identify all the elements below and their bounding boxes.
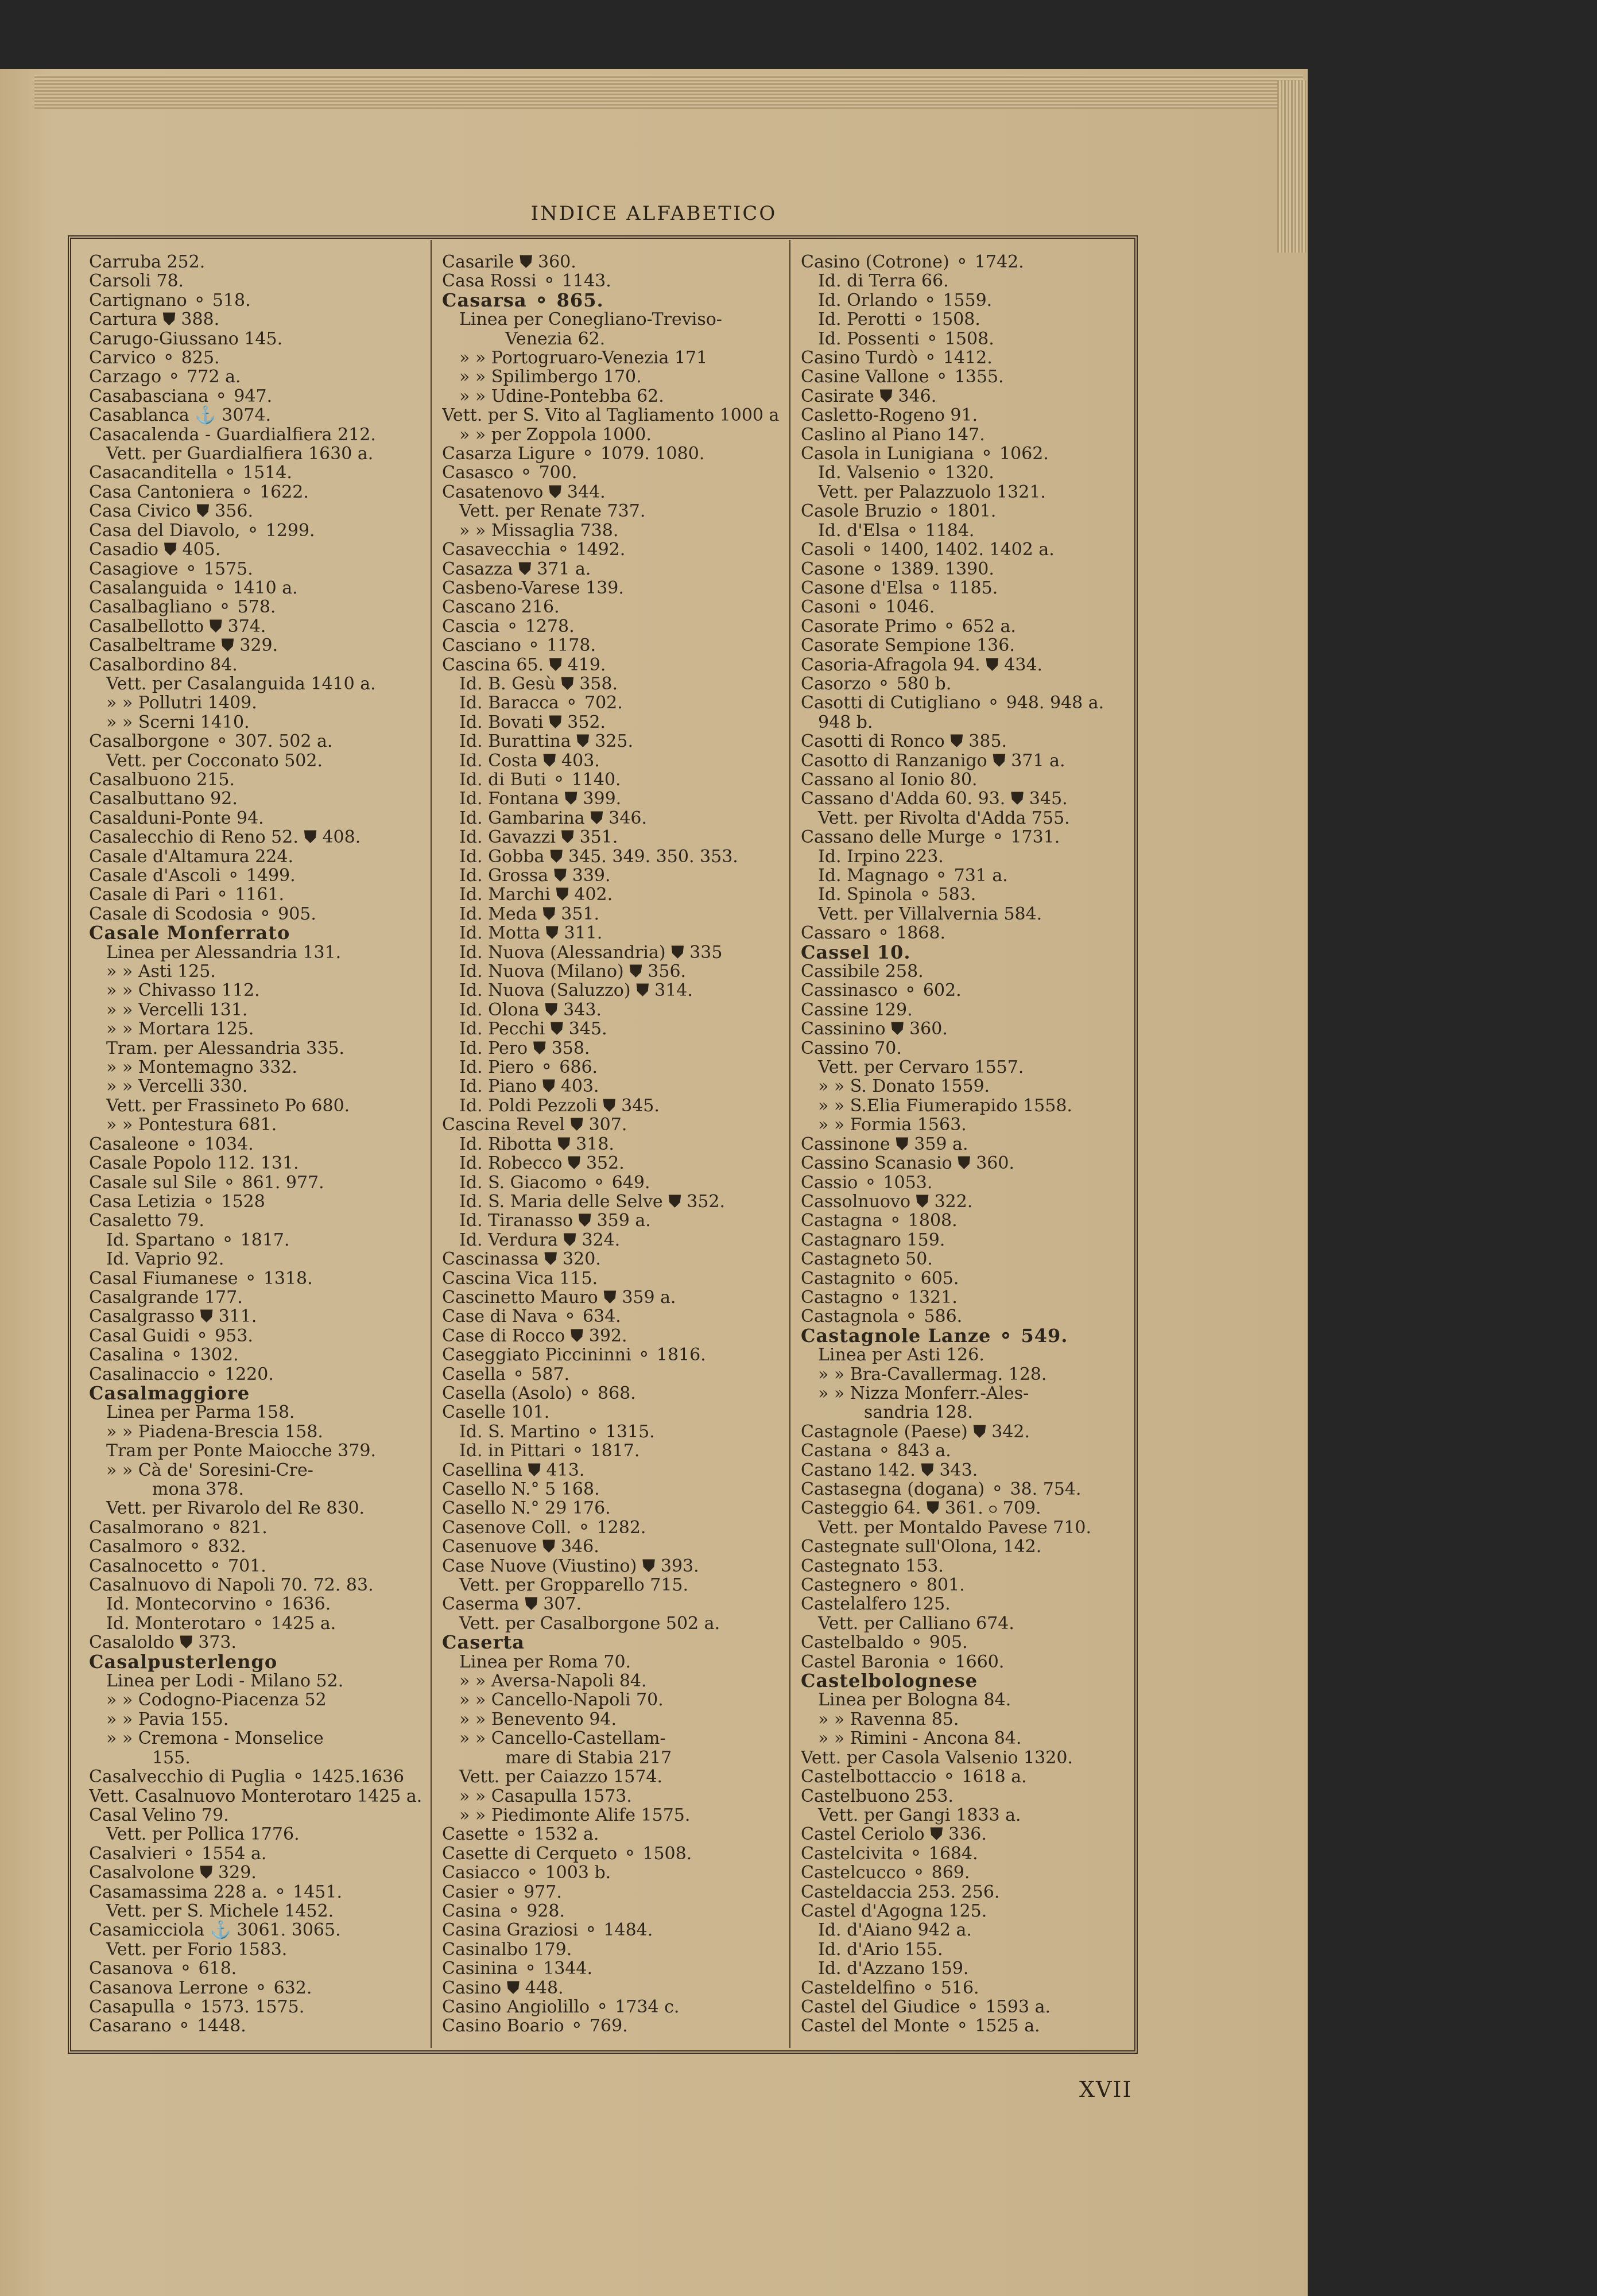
index-entry: Cassio ⚬ 1053. [801,1172,933,1193]
index-entry: Carsoli 78. [89,271,184,292]
index-entry: Casino Boario ⚬ 769. [442,2016,628,2037]
index-entry: Castagna ⚬ 1808. [801,1211,958,1231]
index-entry: Id. Costa ⛊ 403. [459,750,600,771]
index-entry: Cassano delle Murge ⚬ 1731. [801,827,1060,848]
index-entry: Casadio ⛊ 405. [89,540,221,560]
index-entry: Castagnaro 159. [801,1230,945,1250]
index-entry: Casinina ⚬ 1344. [442,1958,593,1979]
index-entry: Id. Monterotaro ⚬ 1425 a. [106,1613,336,1634]
index-entry: Casina ⚬ 928. [442,1901,565,1921]
index-entry: Castano 142. ⛊ 343. [801,1460,978,1480]
index-entry: Id. Motta ⛊ 311. [459,923,603,944]
index-entry: Castasegna (dogana) ⚬ 38. 754. [801,1479,1082,1499]
index-entry: Castegnero ⚬ 801. [801,1575,965,1596]
index-entry: Casalmorano ⚬ 821. [89,1517,268,1538]
index-entry: » » Spilimbergo 170. [459,367,642,387]
index-entry: Castel del Giudice ⚬ 1593 a. [801,1996,1051,2017]
index-entry: Casaloldo ⛊ 373. [89,1632,237,1653]
index-entry: Id. Piano ⛊ 403. [459,1076,599,1097]
index-entry: Casalvieri ⚬ 1554 a. [89,1843,267,1864]
index-entry: Id. Pecchi ⛊ 345. [459,1019,607,1040]
index-entry: Casaletto 79. [89,1211,204,1231]
index-entry: Vett. per Gropparello 715. [459,1575,689,1596]
index-entry: Cassano al Ionio 80. [801,769,978,790]
index-entry: Casalnocetto ⚬ 701. [89,1556,266,1576]
index-entry: Cartura ⛊ 388. [89,309,220,330]
index-entry: Id. S. Maria delle Selve ⛊ 352. [459,1191,726,1212]
index-entry: Casalgrasso ⛊ 311. [89,1306,257,1327]
index-entry: mare di Stabia 217 [505,1747,672,1768]
index-entry: Castana ⚬ 843 a. [801,1441,951,1461]
index-entry: Id. d'Azzano 159. [818,1958,969,1979]
index-entry: Castelcivita ⚬ 1684. [801,1843,978,1864]
index-entry: Cassine 129. [801,999,913,1020]
index-entry: Casotto di Ranzanigo ⛊ 371 a. [801,750,1065,771]
index-entry: Casorate Primo ⚬ 652 a. [801,616,1016,637]
index-entry: Casa Cantoniera ⚬ 1622. [89,482,309,502]
index-entry: Casotti di Ronco ⛊ 385. [801,731,1007,752]
index-entry: Casalvolone ⛊ 329. [89,1863,257,1883]
index-entry: » » S.Elia Fiumerapido 1558. [818,1095,1072,1116]
index-entry: Vett. per Montaldo Pavese 710. [818,1517,1092,1538]
index-entry: » » Formia 1563. [818,1115,967,1135]
index-entry: Caserma ⛊ 307. [442,1594,582,1615]
index-entry: Vett. per Calliano 674. [818,1613,1014,1634]
index-entry: Casa Rossi ⚬ 1143. [442,271,611,292]
index-entry: Castelbottaccio ⚬ 1618 a. [801,1767,1027,1787]
index-entry: Casalborgone ⚬ 307. 502 a. [89,731,333,752]
index-entry: Casarano ⚬ 1448. [89,2016,246,2037]
index-entry: » » Nizza Monferr.-Ales- [818,1383,1029,1403]
index-entry: Castagno ⚬ 1321. [801,1287,958,1308]
index-entry: Case di Rocco ⛊ 392. [442,1325,627,1346]
index-entry: Casello N.° 5 168. [442,1479,600,1499]
index-entry: Id. di Buti ⚬ 1140. [459,769,621,790]
index-entry: Id. Montecorvino ⚬ 1636. [106,1594,331,1615]
index-entry: Id. Burattina ⛊ 325. [459,731,634,752]
index-entry: Id. Ribotta ⛊ 318. [459,1134,614,1154]
index-entry: Vett. per Casalborgone 502 a. [459,1613,720,1634]
index-entry: Casatenovo ⛊ 344. [442,482,606,502]
index-entry: Casalanguida ⚬ 1410 a. [89,577,298,598]
index-entry: Id. Bovati ⛊ 352. [459,712,606,732]
index-entry: Casalbellotto ⛊ 374. [89,616,266,637]
index-entry: Case di Nava ⚬ 634. [442,1306,621,1327]
index-entry: » » Rimini - Ancona 84. [818,1728,1022,1749]
index-entry: » » Pollutri 1409. [106,693,257,713]
index-entry: Id. d'Ario 155. [818,1939,943,1960]
index-entry: Casacalenda - Guardialfiera 212. [89,424,376,445]
index-entry: Id. Fontana ⛊ 399. [459,789,622,809]
index-entry: Id. d'Elsa ⚬ 1184. [818,520,975,541]
index-entry: Casalbordino 84. [89,654,238,675]
index-entry: Casa Civico ⛊ 356. [89,501,253,522]
index-entry: Castel Baronia ⚬ 1660. [801,1651,1005,1672]
index-entry: Id. B. Gesù ⛊ 358. [459,673,618,694]
index-entry: Tram per Ponte Maiocche 379. [106,1441,377,1461]
index-entry: Casorzo ⚬ 580 b. [801,673,952,694]
index-entry: Id. Nuova (Alessandria) ⛊ 335 [459,942,723,963]
index-entry: Castelbolognese [801,1670,978,1692]
index-entry: Castagnole Lanze ⚬ 549. [801,1324,1068,1347]
index-entry: Casal Guidi ⚬ 953. [89,1325,253,1346]
index-entry: 155. [152,1747,191,1768]
index-entry: » » Codogno-Piacenza 52 [106,1690,327,1711]
index-entry: » » Casapulla 1573. [459,1786,632,1806]
index-entry: Castagnole (Paese) ⛊ 342. [801,1421,1030,1442]
index-entry: Vett. per Casalanguida 1410 a. [106,673,376,694]
index-entry: Id. Marchi ⛊ 402. [459,885,613,905]
index-column-1 [89,253,422,2043]
index-entry: Casale di Scodosia ⚬ 905. [89,903,316,924]
index-entry: Casazza ⛊ 371 a. [442,559,591,579]
index-entry: Linea per Alessandria 131. [106,942,342,963]
index-entry: Castagneto 50. [801,1249,933,1270]
index-entry: Cascina 65. ⛊ 419. [442,654,606,675]
index-entry: Casone d'Elsa ⚬ 1185. [801,577,998,598]
index-entry: Casal Fiumanese ⚬ 1318. [89,1268,313,1289]
index-entry: Casinalbo 179. [442,1939,572,1960]
index-entry: Cassolnuovo ⛊ 322. [801,1191,973,1212]
page-stack-edge [34,75,1303,109]
index-entry: Cassino 70. [801,1038,902,1058]
index-entry: Tram. per Alessandria 335. [106,1038,344,1058]
index-entry: Casale d'Ascoli ⚬ 1499. [89,866,296,886]
index-entry: Id. S. Martino ⚬ 1315. [459,1421,655,1442]
index-entry: Casalgrande 177. [89,1287,243,1308]
index-entry: » » Vercelli 131. [106,999,248,1020]
index-entry: Id. Meda ⛊ 351. [459,903,600,924]
index-entry: Vett. per S. Michele 1452. [106,1901,334,1921]
index-entry: Casalmoro ⚬ 832. [89,1537,246,1557]
index-entry: Linea per Asti 126. [818,1345,984,1366]
index-entry: Linea per Lodi - Milano 52. [106,1671,344,1692]
index-entry: Vett. per Palazzuolo 1321. [818,482,1046,502]
index-entry: Cassano d'Adda 60. 93. ⛊ 345. [801,789,1068,809]
index-entry: Casarza Ligure ⚬ 1079. 1080. [442,444,705,464]
index-entry: Vett. per Guardialfiera 1630 a. [106,444,374,464]
index-entry: Casier ⚬ 977. [442,1882,562,1902]
index-entry: Id. Robecco ⛊ 352. [459,1153,625,1174]
index-entry: Castagnito ⚬ 605. [801,1268,959,1289]
index-entry: Vett. per Forio 1583. [106,1939,288,1960]
index-entry: Caserta [442,1631,525,1654]
index-entry: Vett. per Gangi 1833 a. [818,1805,1021,1825]
index-entry: Id. Spinola ⚬ 583. [818,885,976,905]
index-entry: Linea per Conegliano-Treviso- [459,309,722,330]
index-entry: Vett. per Rivarolo del Re 830. [106,1498,365,1519]
index-column-3 [801,253,1134,2043]
index-entry: Casamassima 228 a. ⚬ 1451. [89,1882,343,1902]
index-entry: Cartignano ⚬ 518. [89,290,251,311]
index-entry: » » Scerni 1410. [106,712,250,732]
index-entry: » » Piadena-Brescia 158. [106,1421,323,1442]
index-entry: Vett. per Cocconato 502. [106,750,323,771]
index-entry: Casaleone ⚬ 1034. [89,1134,254,1154]
index-entry: Cassinino ⛊ 360. [801,1019,948,1040]
index-entry: Casteldelfino ⚬ 516. [801,1977,979,1998]
index-entry: Id. Tiranasso ⛊ 359 a. [459,1211,651,1231]
index-entry: Cassaro ⚬ 1868. [801,923,946,944]
index-entry: Vett. per Pollica 1776. [106,1824,300,1845]
index-entry: Casacanditella ⚬ 1514. [89,463,292,483]
index-entry: Casole Bruzio ⚬ 1801. [801,501,997,522]
index-entry: Casotti di Cutigliano ⚬ 948. 948 a. [801,693,1104,713]
index-entry: Castelalfero 125. [801,1594,951,1615]
index-entry: Casette ⚬ 1532 a. [442,1824,599,1845]
index-entry: Id. Piero ⚬ 686. [459,1057,598,1078]
index-entry: Casella (Asolo) ⚬ 868. [442,1383,636,1403]
index-entry: Casiacco ⚬ 1003 b. [442,1863,611,1883]
index-entry: » » Piedimonte Alife 1575. [459,1805,691,1825]
index-entry: » » Pavia 155. [106,1709,229,1729]
index-entry: Casasco ⚬ 700. [442,463,577,483]
index-entry: Casino Turdò ⚬ 1412. [801,348,993,369]
index-entry: Cassino Scanasio ⛊ 360. [801,1153,1015,1174]
index-entry: Venezia 62. [505,328,606,349]
index-entry: Casarile ⛊ 360. [442,253,576,272]
index-entry: Casino Angiolillo ⚬ 1734 c. [442,1996,680,2017]
index-entry: Castegnato 153. [801,1556,944,1576]
index-entry: Casal Velino 79. [89,1805,229,1825]
index-entry: Id. Vaprio 92. [106,1249,224,1270]
index-entry: Vett. Casalnuovo Monterotaro 1425 a. [89,1786,422,1806]
index-entry: Casanova ⚬ 618. [89,1958,237,1979]
index-entry: Vett. per S. Vito al Tagliamento 1000 a [442,405,780,426]
column-divider [431,240,432,2048]
index-entry: Casciano ⚬ 1178. [442,635,596,656]
index-entry: Vett. per Rivolta d'Adda 755. [818,808,1070,828]
index-entry: Id. Verdura ⛊ 324. [459,1230,621,1250]
index-entry: Casalpusterlengo [89,1650,278,1673]
index-entry: Casalbuttano 92. [89,789,238,809]
index-entry: Carzago ⚬ 772 a. [89,367,241,387]
page-stack-edge-right [1277,80,1306,253]
index-entry: Casalecchio di Reno 52. ⛊ 408. [89,827,361,848]
index-entry: » » Cancello-Napoli 70. [459,1690,664,1711]
index-entry: Casalmaggiore [89,1382,250,1404]
index-entry: mona 378. [152,1479,245,1499]
index-entry: Cassinone ⛊ 359 a. [801,1134,968,1154]
index-entry: Cassinasco ⚬ 602. [801,980,962,1001]
index-entry: » » Chivasso 112. [106,980,260,1001]
index-entry: Vett. per Renate 737. [459,501,646,522]
index-entry: Cassibile 258. [801,961,924,982]
index-entry: Caseggiato Piccininni ⚬ 1816. [442,1345,706,1366]
index-entry: Casellina ⛊ 413. [442,1460,585,1480]
index-entry: » » Montemagno 332. [106,1057,297,1078]
index-entry: Casavecchia ⚬ 1492. [442,540,626,560]
index-entry: Id. d'Aiano 942 a. [818,1920,972,1941]
index-entry: Casalduni-Ponte 94. [89,808,264,828]
index-entry: » » Benevento 94. [459,1709,617,1729]
index-entry: Casanova Lerrone ⚬ 632. [89,1977,312,1998]
index-entry: Castel del Monte ⚬ 1525 a. [801,2016,1040,2037]
index-entry: » » S. Donato 1559. [818,1076,990,1097]
index-entry: Cascano 216. [442,597,560,618]
index-entry: Casteldaccia 253. 256. [801,1882,1000,1902]
index-entry: Casagiove ⚬ 1575. [89,559,253,579]
index-entry: 948 b. [818,712,873,732]
index-entry: Casina Graziosi ⚬ 1484. [442,1920,653,1941]
index-entry: Casabasciana ⚬ 947. [89,386,273,406]
index-entry: Casorate Sempione 136. [801,635,1015,656]
index-entry: Caslino al Piano 147. [801,424,985,445]
index-entry: Casbeno-Varese 139. [442,577,624,598]
index-entry: Id. di Terra 66. [818,271,949,292]
index-entry: » » per Zoppola 1000. [459,424,652,445]
index-entry: Casalinaccio ⚬ 1220. [89,1364,274,1384]
index-entry: Cascinassa ⛊ 320. [442,1249,601,1270]
index-entry: » » Vercelli 330. [106,1076,248,1097]
index-entry: Id. Valsenio ⚬ 1320. [818,463,994,483]
index-entry: Castelbuono 253. [801,1786,953,1806]
index-entry: Casalbagliano ⚬ 578. [89,597,276,618]
index-entry: Casablanca ⚓ 3074. [89,405,272,426]
index-entry: » » Missaglia 738. [459,520,619,541]
index-entry: Cascinetto Mauro ⛊ 359 a. [442,1287,676,1308]
index-entry: Casale d'Altamura 224. [89,846,293,867]
index-entry: Id. Poldi Pezzoli ⛊ 345. [459,1095,660,1116]
index-entry: Casalvecchio di Puglia ⚬ 1425.1636 [89,1767,405,1787]
index-entry: Id. Olona ⛊ 343. [459,999,602,1020]
index-entry: Id. Gobba ⛊ 345. 349. 350. 353. [459,846,738,867]
index-entry: Casine Vallone ⚬ 1355. [801,367,1004,387]
index-entry: » » Portogruaro-Venezia 171 [459,348,708,369]
index-entry: Casalnuovo di Napoli 70. 72. 83. [89,1575,374,1596]
index-entry: Id. Nuova (Milano) ⛊ 356. [459,961,687,982]
index-entry: Caselle 101. [442,1402,550,1423]
index-entry: Carvico ⚬ 825. [89,348,220,369]
index-entry: Vett. per Cervaro 1557. [818,1057,1024,1078]
index-entry: Id. S. Giacomo ⚬ 649. [459,1172,650,1193]
index-entry: Case Nuove (Viustino) ⛊ 393. [442,1556,699,1576]
index-entry: Casamicciola ⚓ 3061. 3065. [89,1920,341,1941]
page-title: INDICE ALFABETICO [530,202,777,225]
index-entry: Casola in Lunigiana ⚬ 1062. [801,444,1049,464]
index-entry: » » Cremona - Monselice [106,1728,324,1749]
index-entry: Id. Pero ⛊ 358. [459,1038,590,1058]
index-entry: Casoria-Afragola 94. ⛊ 434. [801,654,1043,675]
index-entry: Casello N.° 29 176. [442,1498,611,1519]
index-entry: Casalbeltrame ⛊ 329. [89,635,278,656]
index-entry: Id. Perotti ⚬ 1508. [818,309,980,330]
index-entry: » » Cancello-Castellam- [459,1728,666,1749]
index-entry: Casoni ⚬ 1046. [801,597,935,618]
index-entry: » » Bra-Cavallermag. 128. [818,1364,1047,1384]
index-entry: Id. Spartano ⚬ 1817. [106,1230,290,1250]
index-entry: Castegnate sull'Olona, 142. [801,1537,1042,1557]
index-entry: Cassel 10. [801,941,911,963]
index-entry: Id. Magnago ⚬ 731 a. [818,866,1008,886]
column-divider [789,240,790,2048]
index-entry: Vett. per Villalvernia 584. [818,903,1042,924]
index-entry: Casella ⚬ 587. [442,1364,570,1384]
page-number: XVII [1079,2077,1133,2102]
index-entry: Casarsa ⚬ 865. [442,289,604,311]
index-entry: Casteggio 64. ⛊ 361. ⚬ 709. [801,1498,1041,1519]
index-entry: Id. in Pittari ⚬ 1817. [459,1441,640,1461]
index-entry: » » Mortara 125. [106,1019,254,1040]
index-entry: Casale di Pari ⚬ 1161. [89,885,285,905]
index-entry: Castelbaldo ⚬ 905. [801,1632,968,1653]
index-entry: Casalbuono 215. [89,769,235,790]
index-entry: » » Cà de' Soresini-Cre- [106,1460,313,1480]
index-entry: Id. Grossa ⛊ 339. [459,866,611,886]
index-entry: Casoli ⚬ 1400, 1402. 1402 a. [801,540,1055,560]
index-entry: Casale Monferrato [89,922,290,944]
index-entry: » » Asti 125. [106,961,216,982]
index-entry: Id. Gavazzi ⛊ 351. [459,827,618,848]
index-entry: Linea per Roma 70. [459,1651,631,1672]
index-entry: » » Udine-Pontebba 62. [459,386,664,406]
index-entry: Vett. per Caiazzo 1574. [459,1767,663,1787]
index-entry: Vett. per Casola Valsenio 1320. [801,1747,1073,1768]
index-column-2 [442,253,781,2043]
index-entry: Linea per Parma 158. [106,1402,295,1423]
index-entry: » » Pontestura 681. [106,1115,277,1135]
index-entry: Id. Irpino 223. [818,846,944,867]
index-entry: » » Ravenna 85. [818,1709,959,1729]
index-entry: Casale sul Sile ⚬ 861. 977. [89,1172,324,1193]
index-entry: Cascia ⚬ 1278. [442,616,575,637]
index-entry: Casale Popolo 112. 131. [89,1153,299,1174]
index-entry: Casino (Cotrone) ⚬ 1742. [801,253,1024,272]
index-entry: Castel Ceriolo ⛊ 336. [801,1824,987,1845]
index-entry: Castelcucco ⚬ 869. [801,1863,970,1883]
index-entry: Cascina Vica 115. [442,1268,598,1289]
index-entry: Casa Letizia ⚬ 1528 [89,1191,265,1212]
index-entry: Id. Nuova (Saluzzo) ⛊ 314. [459,980,693,1001]
index-entry: Id. Orlando ⚬ 1559. [818,290,993,311]
index-entry: Casapulla ⚬ 1573. 1575. [89,1996,305,2017]
index-entry: Casletto-Rogeno 91. [801,405,978,426]
index-entry: Casenuove ⛊ 346. [442,1537,599,1557]
index-entry: Casette di Cerqueto ⚬ 1508. [442,1843,692,1864]
index-entry: Id. Baracca ⚬ 702. [459,693,623,713]
index-entry: Casa del Diavolo, ⚬ 1299. [89,520,315,541]
index-entry: Carugo-Giussano 145. [89,328,283,349]
index-entry: Castel d'Agogna 125. [801,1901,987,1921]
index-entry: Linea per Bologna 84. [818,1690,1011,1711]
index-entry: Vett. per Frassineto Po 680. [106,1095,350,1116]
index-entry: Casone ⚬ 1389. 1390. [801,559,994,579]
index-entry: Cascina Revel ⛊ 307. [442,1115,627,1135]
index-entry: Carruba 252. [89,253,206,272]
index-entry: Casino ⛊ 448. [442,1977,564,1998]
index-entry: » » Aversa-Napoli 84. [459,1671,647,1692]
index-entry: Id. Possenti ⚬ 1508. [818,328,994,349]
index-entry: Casenove Coll. ⚬ 1282. [442,1517,646,1538]
index-entry: Id. Gambarina ⛊ 346. [459,808,648,828]
index-entry: Castagnola ⚬ 586. [801,1306,963,1327]
index-entry: Casirate ⛊ 346. [801,386,937,406]
index-entry: sandria 128. [864,1402,973,1423]
index-entry: Casalina ⚬ 1302. [89,1345,239,1366]
